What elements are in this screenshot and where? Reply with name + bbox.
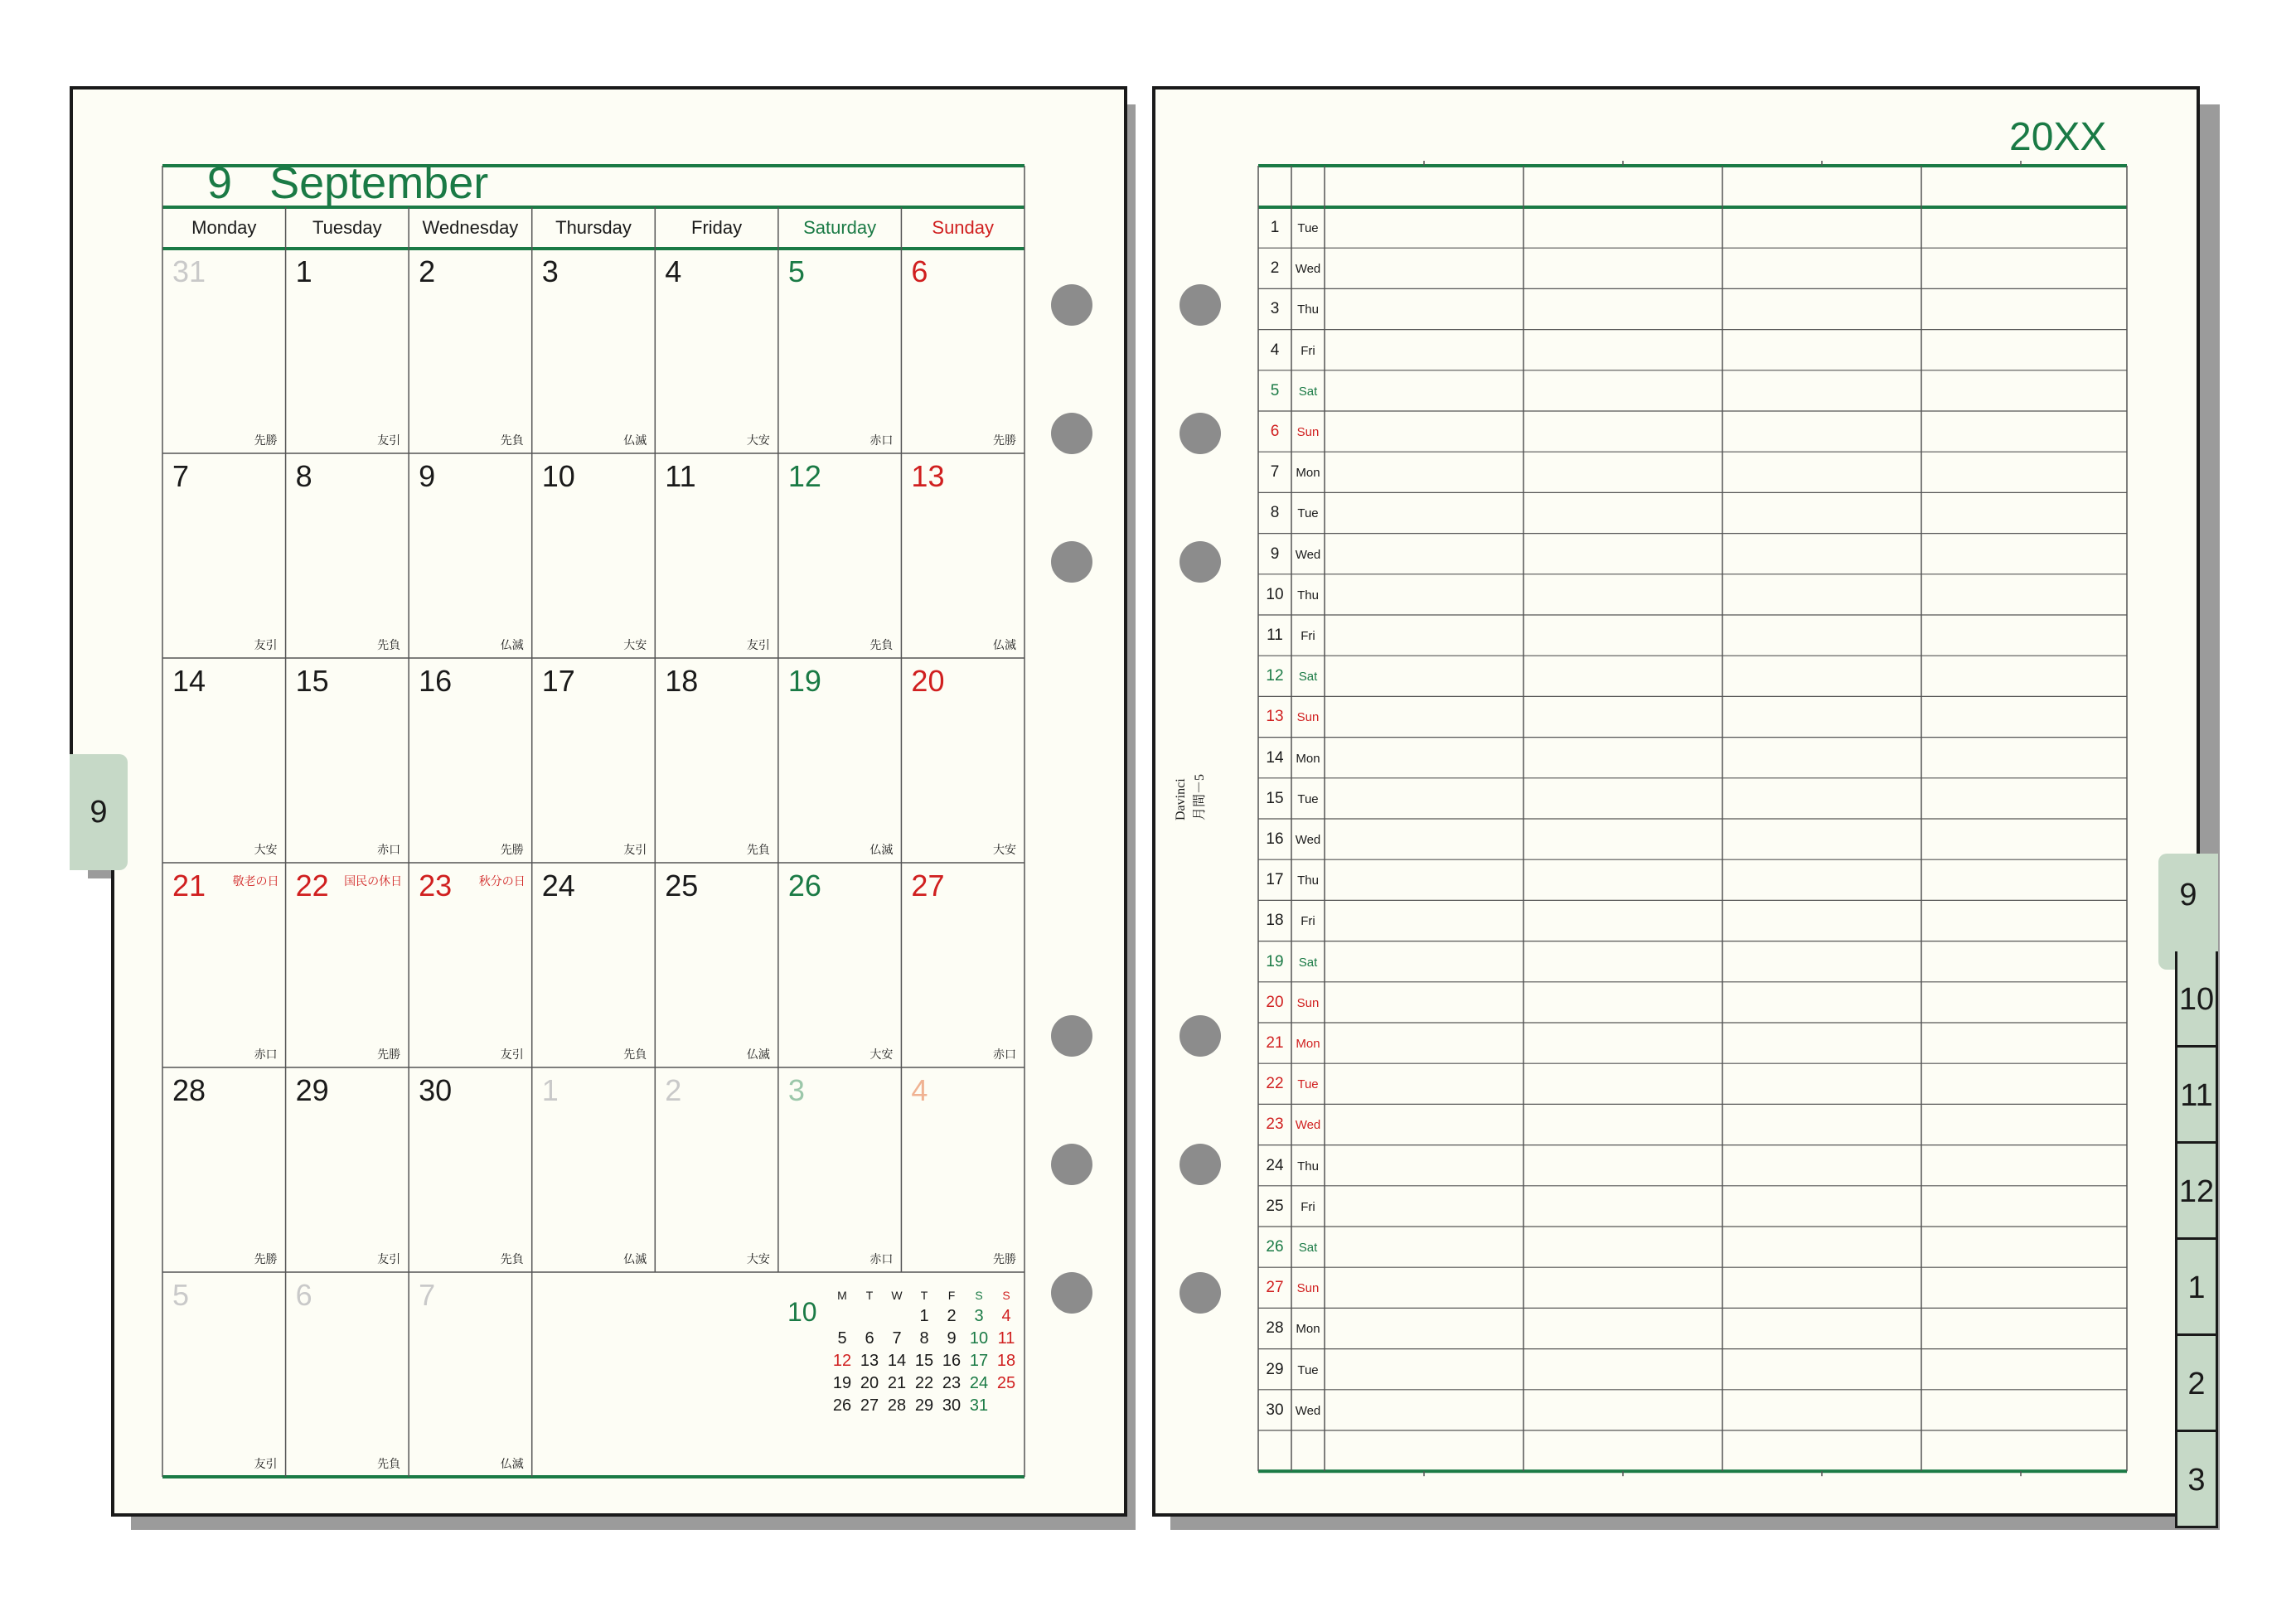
rokuyo-label: 友引 [500,1048,524,1061]
day-number: 10 [541,459,575,493]
schedule-day-number: 17 [1266,871,1284,889]
mini-calendar-day: 7 [892,1329,902,1348]
schedule-day-number: 8 [1270,504,1280,522]
day-number: 6 [295,1278,312,1312]
day-number: 24 [541,869,575,903]
day-number: 20 [911,664,945,698]
day-number: 28 [172,1073,206,1107]
weekday-header: Monday [191,217,257,238]
day-number: 2 [419,254,436,288]
schedule-day-number: 4 [1270,341,1280,359]
day-number: 13 [911,459,945,493]
weekday-header: Tuesday [312,217,382,238]
rokuyo-label: 友引 [377,1252,401,1266]
mini-calendar-day: 3 [974,1307,984,1325]
vertical-label-brand: Davinci [1174,778,1188,820]
schedule-day-number: 20 [1266,993,1284,1011]
rokuyo-label: 先勝 [254,1252,278,1266]
mini-calendar-header: S [975,1289,983,1302]
rokuyo-label: 友引 [254,638,278,651]
rokuyo-label: 大安 [746,1252,770,1266]
schedule-weekday: Mon [1296,1322,1320,1337]
schedule-day-number: 21 [1266,1034,1284,1052]
rokuyo-label: 赤口 [869,433,894,447]
rokuyo-label: 仏滅 [746,1048,770,1061]
rokuyo-label: 先勝 [377,1048,401,1061]
mini-calendar-day: 9 [947,1329,957,1348]
weekday-header: Friday [691,217,743,238]
day-number: 27 [911,869,945,903]
binder-hole [1179,1144,1221,1185]
day-number: 7 [172,459,190,493]
rokuyo-label: 先勝 [254,433,278,447]
schedule-day-number: 14 [1266,748,1284,767]
mini-calendar-day: 18 [996,1352,1016,1370]
rokuyo-label: 仏滅 [992,638,1016,651]
mini-calendar-day: 29 [914,1396,934,1415]
mini-calendar-day: 2 [947,1307,957,1325]
day-number: 6 [911,254,928,288]
schedule-weekday: Wed [1295,547,1321,562]
mini-calendar-day: 20 [860,1374,879,1392]
schedule-weekday: Sun [1296,425,1320,439]
day-number: 23 [419,869,453,903]
mini-calendar-day: 24 [969,1374,989,1392]
mini-calendar-day: 6 [865,1329,874,1348]
day-number: 31 [172,254,206,288]
day-number: 17 [541,664,575,698]
rokuyo-label: 先負 [377,1457,401,1470]
rokuyo-label: 先負 [869,638,894,651]
mini-calendar-day: 26 [832,1396,852,1415]
schedule-weekday: Wed [1295,262,1321,277]
mini-calendar-day: 27 [860,1396,879,1415]
month-index-tab[interactable]: 3 [2175,1432,2218,1528]
schedule-weekday: Sat [1298,670,1318,685]
mini-calendar-day: 16 [942,1352,962,1370]
schedule-weekday: Sat [1298,955,1318,970]
holiday-label: 敬老の日 [232,874,279,888]
rokuyo-label: 仏滅 [869,843,894,856]
schedule-day-number: 18 [1266,912,1284,930]
mini-calendar-day: 15 [914,1352,934,1370]
schedule-day-number: 3 [1270,300,1280,318]
mini-calendar-day: 8 [919,1329,929,1348]
mini-calendar-header: S [1002,1289,1010,1302]
rokuyo-label: 仏滅 [500,638,524,651]
day-number: 16 [419,664,453,698]
rokuyo-label: 赤口 [254,1048,278,1061]
rokuyo-label: 先負 [623,1048,647,1061]
day-number: 25 [665,869,699,903]
weekday-header: Wednesday [422,217,519,238]
rokuyo-label: 大安 [869,1048,894,1061]
day-number: 1 [295,254,312,288]
day-number: 7 [419,1278,436,1312]
holiday-label: 秋分の日 [478,874,526,888]
day-number: 18 [665,664,699,698]
schedule-day-number: 12 [1266,667,1284,685]
mini-calendar-day: 12 [832,1352,852,1370]
day-number: 15 [295,664,329,698]
schedule-weekday: Thu [1297,1159,1319,1174]
rokuyo-label: 大安 [623,638,647,651]
schedule-weekday: Wed [1295,1403,1321,1418]
month-index-tab[interactable]: 2 [2175,1336,2218,1432]
mini-calendar-day: 10 [969,1329,989,1348]
month-index-tab[interactable]: 11 [2175,1048,2218,1144]
mini-calendar-day: 13 [860,1352,879,1370]
schedule-weekday: Tue [1297,1362,1319,1377]
rokuyo-label: 大安 [746,433,770,447]
rokuyo-label: 友引 [623,843,647,856]
schedule-weekday: Thu [1297,588,1319,603]
schedule-day-number: 22 [1266,1075,1284,1093]
rokuyo-label: 先勝 [992,1252,1016,1266]
left-side-tab-label: 9 [90,795,108,830]
mini-calendar-header: T [865,1289,874,1302]
day-number: 4 [911,1073,928,1107]
weekday-header: Saturday [803,217,877,238]
schedule-weekday: Tue [1297,506,1319,521]
schedule-day-number: 2 [1270,259,1280,278]
schedule-day-number: 6 [1270,423,1280,440]
rokuyo-label: 先負 [377,638,401,651]
mini-calendar-day: 1 [919,1307,929,1325]
schedule-day-number: 19 [1266,952,1284,970]
schedule-weekday: Tue [1297,791,1319,806]
rokuyo-label: 友引 [377,433,401,447]
day-number: 22 [295,869,329,903]
day-number: 1 [541,1073,559,1107]
schedule-day-number: 27 [1266,1279,1284,1297]
schedule-day-number: 13 [1266,708,1284,726]
day-number: 8 [295,459,312,493]
day-number: 26 [787,869,821,903]
schedule-day-number: 25 [1266,1197,1284,1215]
day-number: 5 [172,1278,190,1312]
mini-calendar-day: 25 [996,1374,1016,1392]
day-number: 3 [787,1073,805,1107]
rokuyo-label: 赤口 [992,1048,1016,1061]
schedule-day-number: 9 [1270,544,1280,563]
schedule-weekday: Fri [1301,343,1315,358]
schedule-weekday: Mon [1296,751,1320,766]
rokuyo-label: 大安 [254,843,278,856]
schedule-day-number: 26 [1266,1238,1284,1256]
schedule-weekday: Thu [1297,874,1319,888]
schedule-weekday: Mon [1296,466,1320,481]
schedule-day-number: 11 [1267,627,1283,644]
holiday-label: 国民の休日 [344,874,403,888]
schedule-weekday: Wed [1295,1118,1321,1133]
schedule-weekday: Tue [1297,221,1319,235]
day-number: 3 [541,254,559,288]
binder-hole [1179,541,1221,583]
rokuyo-label: 赤口 [377,843,401,856]
day-number: 9 [419,459,436,493]
schedule-day-number: 30 [1266,1401,1284,1419]
schedule-weekday: Sun [1296,710,1320,725]
rokuyo-label: 先勝 [992,433,1016,447]
mini-calendar-day: 11 [997,1329,1015,1348]
schedule-day-number: 15 [1266,789,1284,807]
schedule-day-number: 28 [1266,1319,1284,1338]
schedule-day-number: 10 [1266,585,1284,603]
mini-calendar-header: T [920,1289,928,1302]
rokuyo-label: 赤口 [869,1252,894,1266]
rokuyo-label: 仏滅 [623,1252,647,1266]
month-number: 9 [207,158,233,208]
mini-calendar-day: 28 [887,1396,907,1415]
schedule-weekday: Thu [1297,302,1319,317]
mini-calendar-month: 10 [787,1297,817,1327]
schedule-day-number: 7 [1270,463,1280,482]
day-number: 11 [665,459,696,493]
schedule-weekday: Sat [1298,1241,1318,1255]
mini-calendar-day: 5 [837,1329,847,1348]
schedule-weekday: Fri [1301,629,1315,643]
schedule-weekday: Sun [1296,995,1320,1010]
rokuyo-label: 先負 [746,843,770,856]
binder-hole [1179,1272,1221,1314]
vertical-label-code: 月間－5 [1193,773,1207,820]
mini-calendar-day: 4 [1001,1307,1011,1325]
rokuyo-label: 先負 [500,433,524,447]
schedule-weekday: Tue [1297,1077,1319,1092]
schedule-weekday: Sun [1296,1281,1320,1296]
mini-calendar-day: 17 [969,1352,989,1370]
day-number: 4 [665,254,682,288]
schedule-day-number: 16 [1266,830,1284,848]
schedule-weekday: Fri [1301,914,1315,929]
schedule-weekday: Sat [1298,384,1318,399]
rokuyo-label: 先勝 [500,843,524,856]
mini-calendar-day: 22 [914,1374,934,1392]
mini-calendar-day: 21 [887,1374,907,1392]
schedule-day-number: 23 [1266,1115,1284,1134]
mini-calendar-header: W [891,1289,903,1302]
schedule-weekday: Mon [1296,1037,1320,1051]
month-index-tab[interactable]: 12 [2175,1144,2218,1240]
mini-calendar-day: 19 [832,1374,852,1392]
day-number: 30 [419,1073,453,1107]
mini-calendar-day: 23 [942,1374,962,1392]
day-number: 14 [172,664,206,698]
mini-calendar-header: F [947,1289,956,1302]
day-number: 29 [295,1073,329,1107]
rokuyo-label: 友引 [746,638,770,651]
mini-calendar-day: 14 [887,1352,907,1370]
day-number: 5 [787,254,805,288]
rokuyo-label: 仏滅 [500,1457,524,1470]
mini-calendar-day: 30 [942,1396,962,1415]
year-title: 20XX [2009,115,2107,159]
month-index-tab[interactable]: 9 [2158,854,2218,970]
schedule-day-number: 5 [1270,381,1280,399]
schedule-weekday: Wed [1295,833,1321,847]
day-number: 21 [172,869,206,903]
rokuyo-label: 大安 [992,843,1016,856]
schedule-day-number: 1 [1270,219,1280,236]
mini-calendar-day: 31 [969,1396,989,1415]
weekday-header: Thursday [555,217,632,238]
schedule-day-number: 24 [1266,1156,1284,1174]
month-index-tab[interactable]: 10 [2175,951,2218,1048]
weekday-header: Sunday [932,217,995,238]
day-number: 2 [665,1073,682,1107]
binder-hole [1179,413,1221,454]
day-number: 19 [787,664,821,698]
schedule-day-number: 29 [1266,1360,1284,1378]
mini-calendar-header: M [837,1289,847,1302]
rokuyo-label: 仏滅 [623,433,647,447]
schedule-weekday: Fri [1301,1199,1315,1214]
month-name: September [269,158,489,208]
binder-hole [1179,284,1221,326]
month-index-tab[interactable]: 1 [2175,1240,2218,1336]
day-number: 12 [787,459,821,493]
rokuyo-label: 先負 [500,1252,524,1266]
binder-hole [1179,1015,1221,1057]
rokuyo-label: 友引 [254,1457,278,1470]
